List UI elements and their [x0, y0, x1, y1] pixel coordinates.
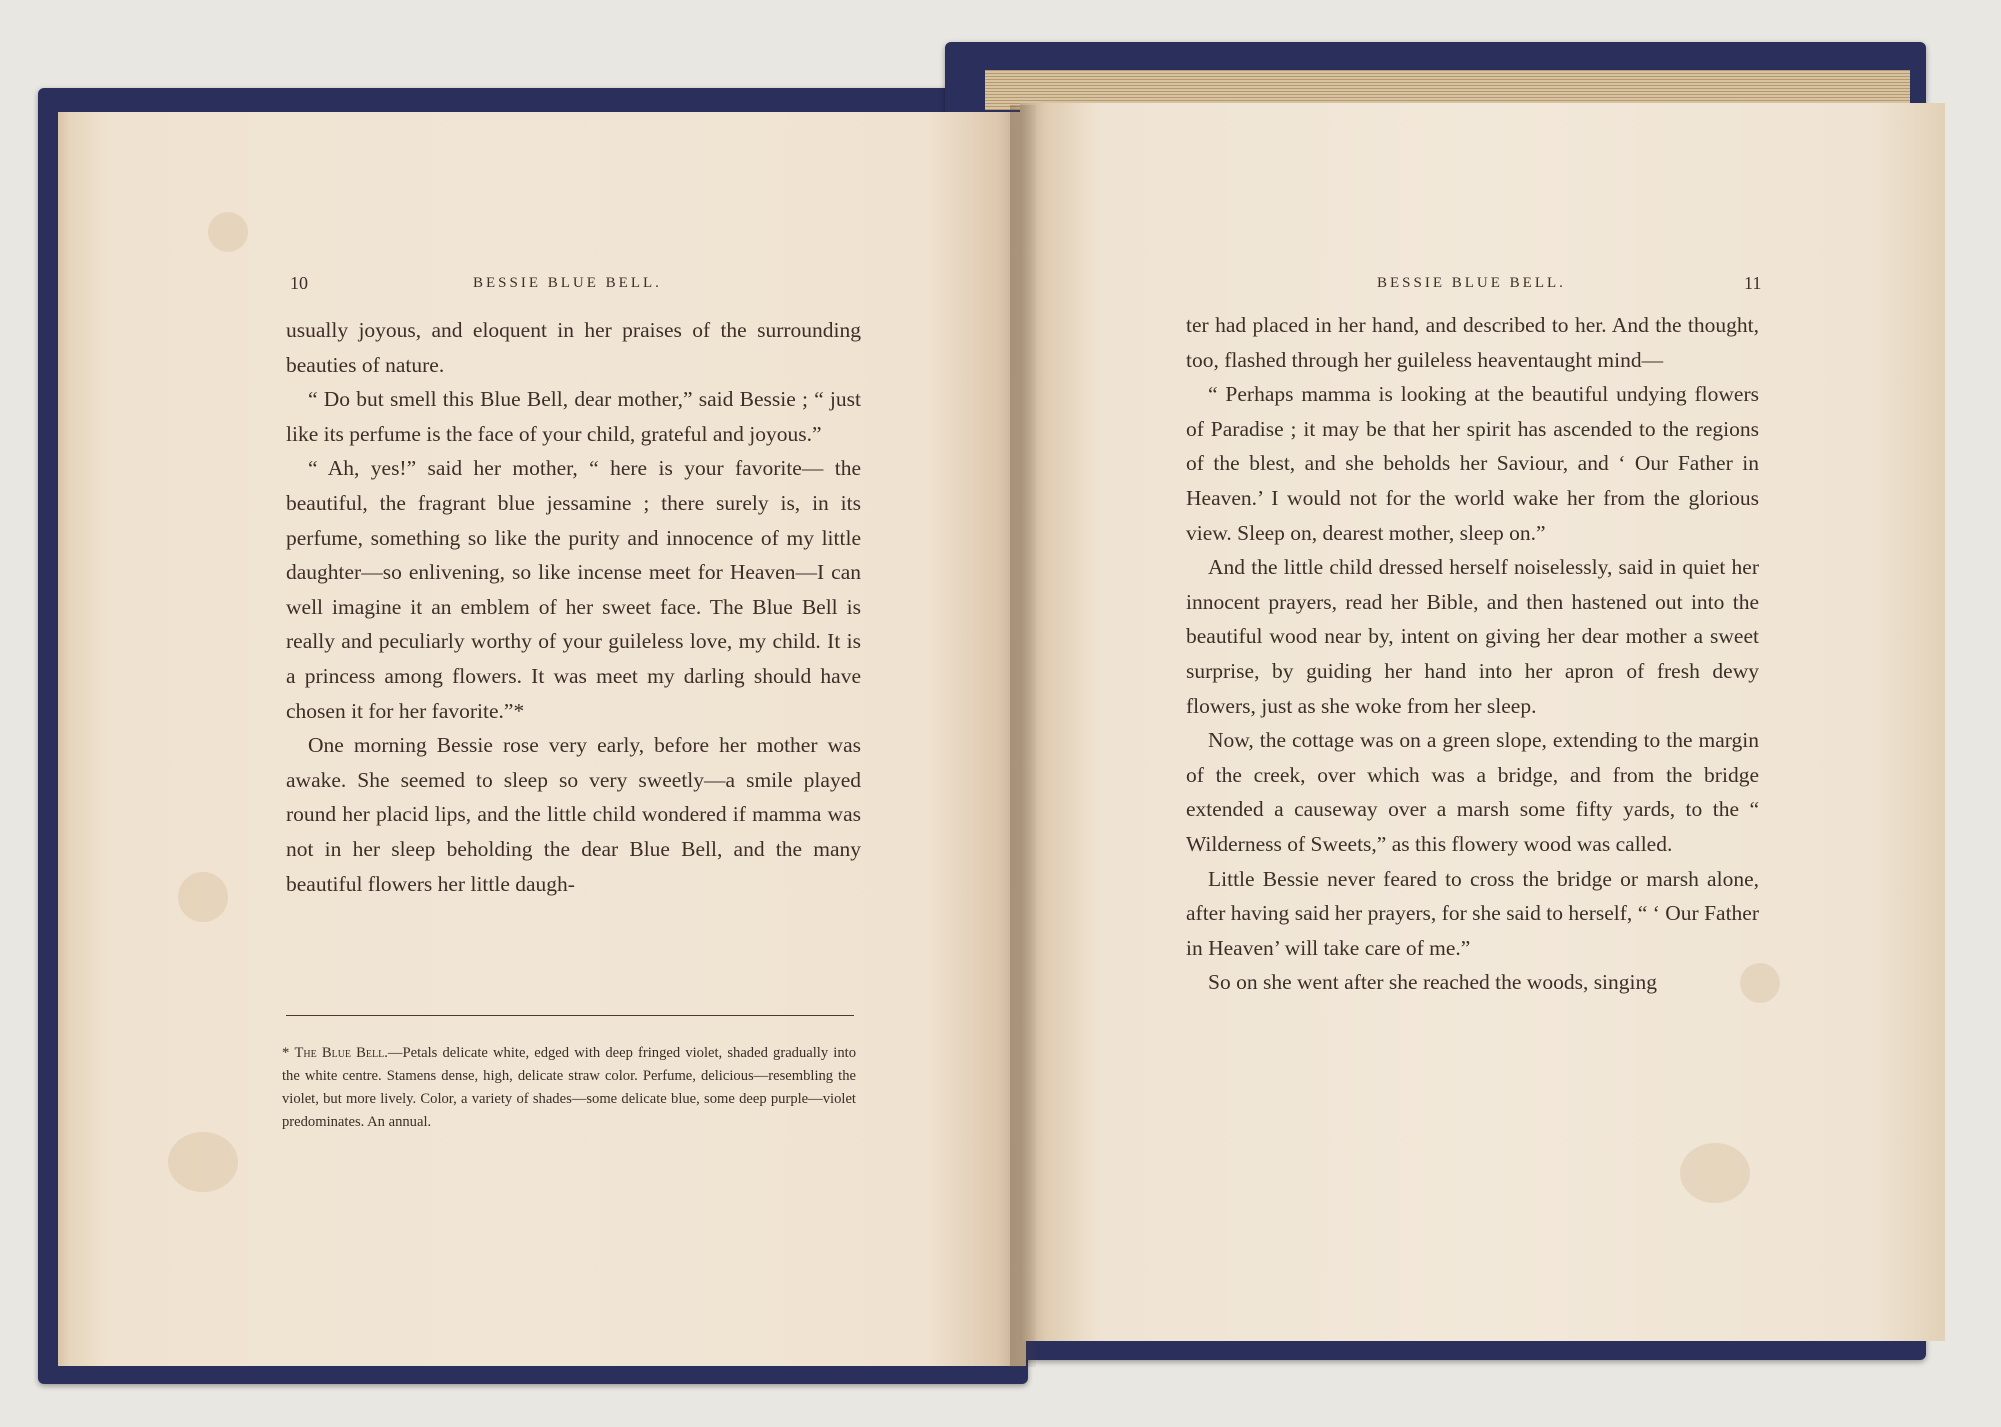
- foxing-spot: [168, 1132, 238, 1192]
- left-body-text: [286, 313, 861, 901]
- paragraph: “ Do but smell this Blue Bell, dear mother,” said Bessie ; “ just like its perfume is the face of your child, grateful and joyous.”: [286, 387, 861, 446]
- paragraph: One morning Bessie rose very early, before her mother was awake. She seemed to sleep so very sweetly—a smile played round her placid lips, and the little child wondered if mamma was not in her sleep beholding the dear Blue Bell, and the many beautiful flowers her little daugh-: [286, 733, 861, 896]
- paragraph: ter had placed in her hand, and described to her. And the thought, too, flashed through her guileless heaventaught mind—: [1186, 313, 1759, 372]
- footnote: [282, 1042, 856, 1134]
- paragraph: “ Perhaps mamma is looking at the beautiful undying flowers of Paradise ; it may be that her spirit has ascended to the regions of the blest, and she beholds her Saviour, and ‘ Our Father in Heaven.’ I would not for the world wake her from the glorious view. Sleep on, dearest mother, sleep on.”: [1186, 382, 1759, 545]
- paragraph: And the little child dressed herself noiselessly, said in quiet her innocent prayers, read her Bible, and then hastened out into the beautiful wood near by, intent on giving her dear mother a sweet surprise, by guiding her hand into her apron of fresh dewy flowers, just as she woke from her sleep.: [1186, 555, 1759, 718]
- footnote-rule: [286, 1015, 854, 1016]
- gutter-shadow: [1010, 105, 1036, 1367]
- paragraph: usually joyous, and eloquent in her praises of the surrounding beauties of nature.: [286, 318, 861, 377]
- running-title-right: BESSIE BLUE BELL.: [1377, 275, 1566, 291]
- page-number-left: 10: [290, 273, 308, 293]
- footnote-heading: The Blue Bell.: [294, 1045, 388, 1061]
- foxing-spot: [1680, 1143, 1750, 1203]
- running-title-left: BESSIE BLUE BELL.: [473, 275, 662, 291]
- paragraph: So on she went after she reached the woods, singing: [1208, 970, 1658, 995]
- foxing-spot: [178, 872, 228, 922]
- footnote-text: —Petals delicate white, edged with deep fringed violet, shaded gradually into the white centre. Stamens dense, high, delicate straw color. Perfume, delicious—resembling the violet, but more lively. Color, a variety of shades—some delicate blue, some deep purple—violet predominates. An annual.: [282, 1045, 856, 1130]
- paragraph: “ Ah, yes!” said her mother, “ here is your favorite— the beautiful, the fragrant blue jessamine ; there surely is, in its perfume, something so like the purity and innocence of my little daughter—so enlivening, so like incense meet for Heaven—I can well imagine it an emblem of her sweet face. The Blue Bell is really and peculiarly worthy of your guileless love, my child. It is a princess among flowers. It was meet my darling should have chosen it for her favorite.”*: [286, 456, 861, 723]
- foxing-spot: [208, 212, 248, 252]
- paragraph: Little Bessie never feared to cross the bridge or marsh alone, after having said her prayers, for she said to herself, “ ‘ Our Father in Heaven’ will take care of me.”: [1186, 866, 1759, 960]
- footnote-marker: *: [282, 1045, 295, 1061]
- right-body-text: [1186, 308, 1759, 1000]
- page-number-right: 11: [1744, 273, 1762, 293]
- paragraph: Now, the cottage was on a green slope, extending to the margin of the creek, over which was a bridge, and from the bridge extended a causeway over a marsh some fifty yards, to the “ Wilderness of Sweets,” as this flowery wood was called.: [1186, 728, 1759, 856]
